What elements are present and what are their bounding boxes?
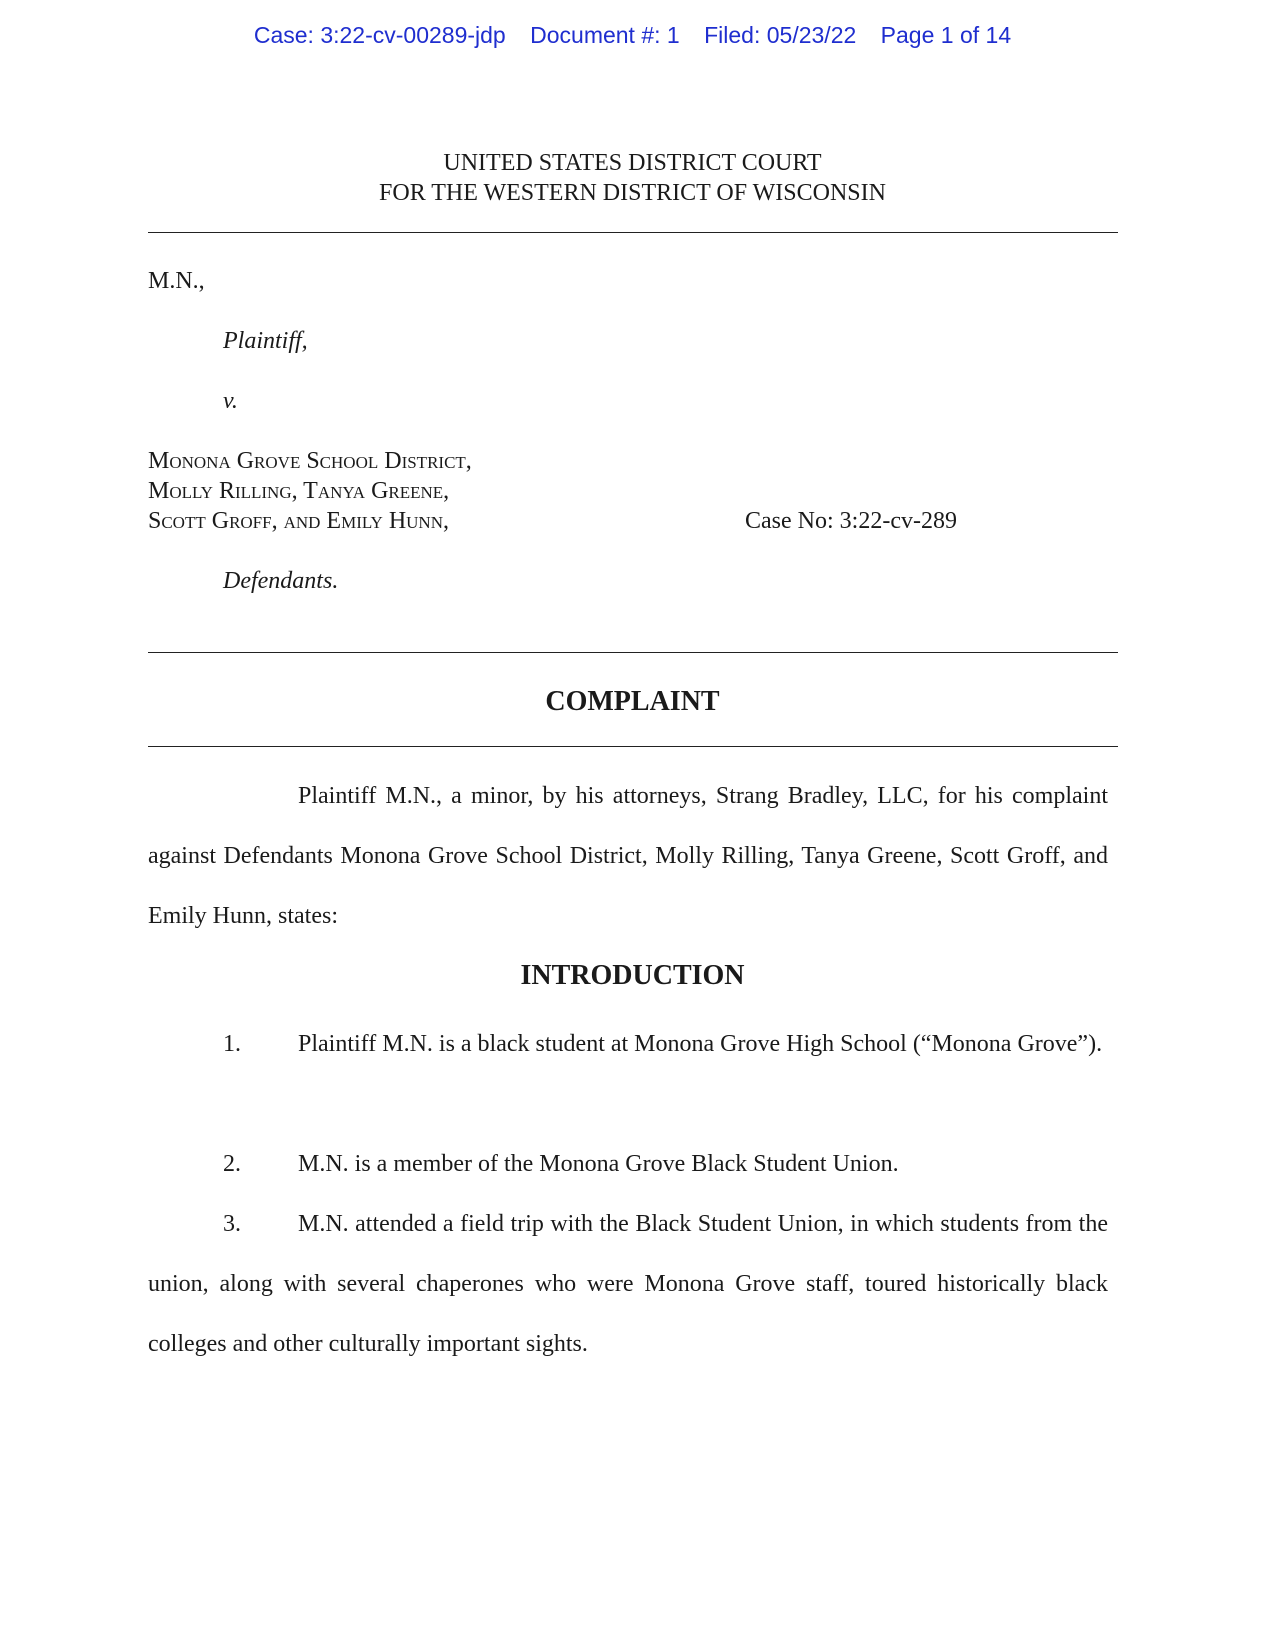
court-line-2: FOR THE WESTERN DISTRICT OF WISCONSIN (379, 180, 886, 206)
title-rule (148, 746, 1118, 747)
case-number: Case No: 3:22-cv-289 (745, 508, 957, 534)
caption-rule-bottom (148, 652, 1118, 653)
stamp-filed-date: Filed: 05/23/22 (704, 22, 857, 48)
ecf-header-stamp (0, 22, 1265, 49)
paragraph-3-number: 3. (223, 1211, 241, 1237)
stamp-case-number: Case: 3:22-cv-00289-jdp (253, 22, 506, 48)
paragraph-1-number: 1. (223, 1031, 241, 1057)
court-name (0, 148, 1265, 208)
paragraph-3-text: M.N. attended a field trip with the Black Student Union, in which students from the union, along with several chaperones who were Monona Grove staff, toured historically black colleges and other culturally important sights. (148, 1211, 1108, 1357)
caption-rule-top (148, 232, 1118, 233)
defendants-role: Defendants. (223, 568, 339, 594)
introduction-heading: INTRODUCTION (520, 960, 745, 991)
paragraph-3 (148, 1194, 1108, 1374)
versus: v. (223, 388, 238, 414)
stamp-page-number: Page 1 of 14 (880, 22, 1012, 48)
paragraph-2-text: M.N. is a member of the Monona Grove Black Student Union. (298, 1151, 899, 1177)
stamp-document-number: Document #: 1 (530, 22, 680, 48)
defendants-line-1: Monona Grove School District, (148, 448, 472, 474)
plaintiff-role: Plaintiff, (223, 328, 308, 354)
paragraph-2 (148, 1134, 1108, 1194)
defendants-line-3: Scott Groff, and Emily Hunn, (148, 508, 449, 534)
paragraph-1-text: Plaintiff M.N. is a black student at Monona Grove High School (“Monona Grove”). (298, 1031, 1103, 1057)
intro-paragraph-text: Plaintiff M.N., a minor, by his attorneys, Strang Bradley, LLC, for his complaint against Defendants Monona Grove School District, Molly Rilling, Tanya Greene, Scott Groff, and Emily Hunn, states: (148, 783, 1108, 929)
paragraph-2-number: 2. (223, 1151, 241, 1177)
intro-paragraph (148, 766, 1108, 946)
defendants-line-2: Molly Rilling, Tanya Greene, (148, 478, 450, 504)
paragraph-1 (148, 1014, 1108, 1074)
court-line-1: UNITED STATES DISTRICT COURT (443, 150, 822, 176)
plaintiff-name: M.N., (148, 268, 205, 294)
complaint-title: COMPLAINT (545, 686, 720, 717)
